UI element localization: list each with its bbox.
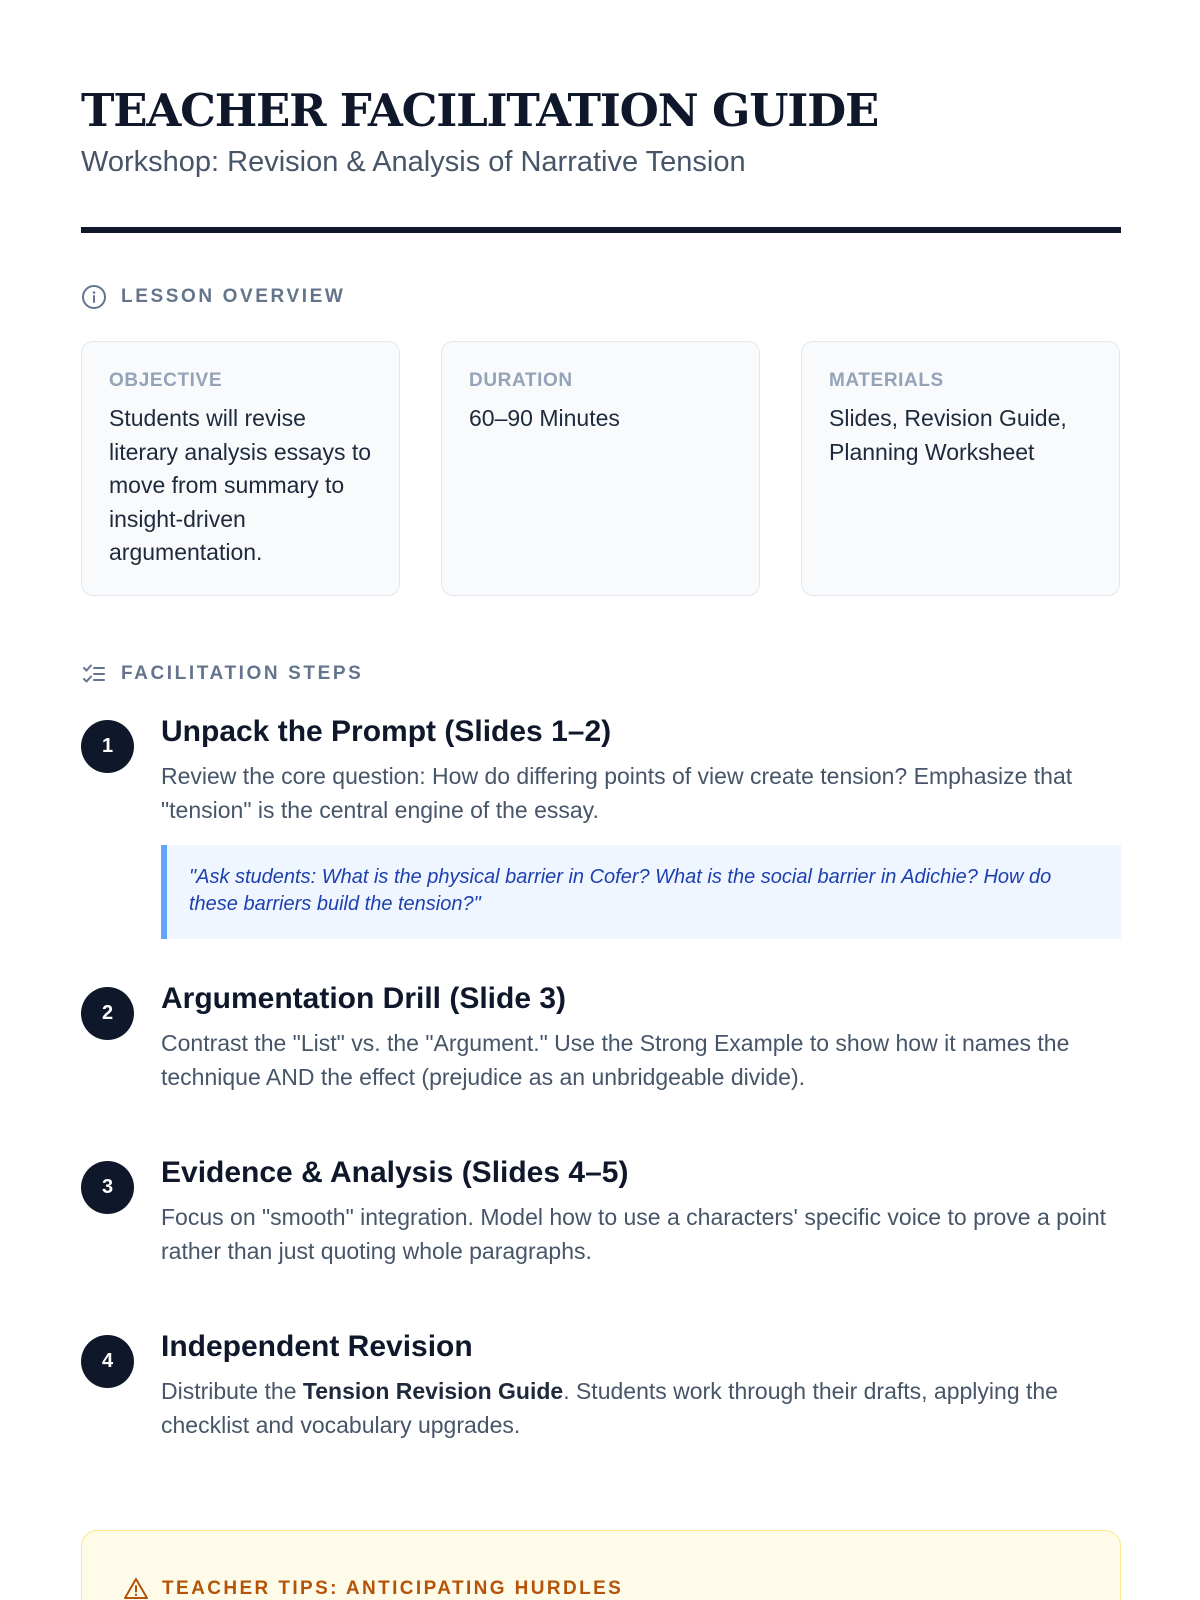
teacher-tips-box xyxy=(81,1530,1121,1600)
card-label: MATERIALS xyxy=(829,370,944,391)
list-checks-icon xyxy=(81,661,107,687)
step-body xyxy=(161,715,1121,939)
materials-card xyxy=(801,341,1120,596)
header-divider xyxy=(81,227,1121,233)
lesson-overview-label: LESSON OVERVIEW xyxy=(121,286,346,307)
teacher-tips-label: TEACHER TIPS: ANTICIPATING HURDLES xyxy=(162,1578,624,1599)
step-number: 1 xyxy=(81,720,134,773)
card-value: Students will revise literary analysis essays to move from summary to insight-driven argumentation. xyxy=(109,405,372,565)
alert-triangle-icon xyxy=(122,1575,150,1600)
objective-card xyxy=(81,341,400,596)
step-body xyxy=(161,982,1121,1094)
revision-guide-name: Tension Revision Guide xyxy=(302,1378,564,1404)
step-title: Independent Revision xyxy=(161,1330,473,1363)
step-description-start: Distribute the xyxy=(161,1378,303,1404)
step-body xyxy=(161,1156,1121,1268)
step-description: Contrast the "List" vs. the "Argument." Use the Strong Example to show how it names the technique AND the effect (prejudice as an unbridgeable divide). xyxy=(161,1030,1070,1090)
facilitation-steps-label: FACILITATION STEPS xyxy=(121,663,364,684)
duration-card xyxy=(441,341,760,596)
step-number: 4 xyxy=(81,1335,134,1388)
card-label: OBJECTIVE xyxy=(109,370,223,391)
facilitation-steps-heading xyxy=(81,661,363,687)
card-label: DURATION xyxy=(469,370,573,391)
step-number: 2 xyxy=(81,987,134,1040)
teacher-prompt-callout: "Ask students: What is the physical barrier in Cofer? What is the social barrier in Adichie? How do these barriers build the tension?" xyxy=(161,845,1121,939)
card-value: Slides, Revision Guide, Planning Worksheet xyxy=(829,405,1067,465)
step-description xyxy=(161,1375,1121,1442)
card-value: 60–90 Minutes xyxy=(469,405,620,431)
overview-cards xyxy=(81,341,1121,596)
page-title: TEACHER FACILITATION GUIDE xyxy=(81,84,879,137)
info-icon xyxy=(81,284,107,310)
page-subtitle: Workshop: Revision & Analysis of Narrative Tension xyxy=(81,146,746,178)
step-body xyxy=(161,1330,1121,1442)
step-description-end: . Students work through their drafts, applying the checklist and vocabulary upgrades. xyxy=(161,1378,1058,1438)
step-title: Evidence & Analysis (Slides 4–5) xyxy=(161,1156,629,1189)
step-title: Argumentation Drill (Slide 3) xyxy=(161,982,567,1015)
step-title: Unpack the Prompt (Slides 1–2) xyxy=(161,715,612,748)
step-number: 3 xyxy=(81,1161,134,1214)
step-description: Review the core question: How do differing points of view create tension? Emphasize that "tension" is the central engine of the essay. xyxy=(161,763,1073,823)
step-description: Focus on "smooth" integration. Model how to use a characters' specific voice to prove a point rather than just quoting whole paragraphs. xyxy=(161,1204,1107,1264)
lesson-overview-heading xyxy=(81,284,345,310)
teacher-tips-heading xyxy=(122,1575,623,1600)
